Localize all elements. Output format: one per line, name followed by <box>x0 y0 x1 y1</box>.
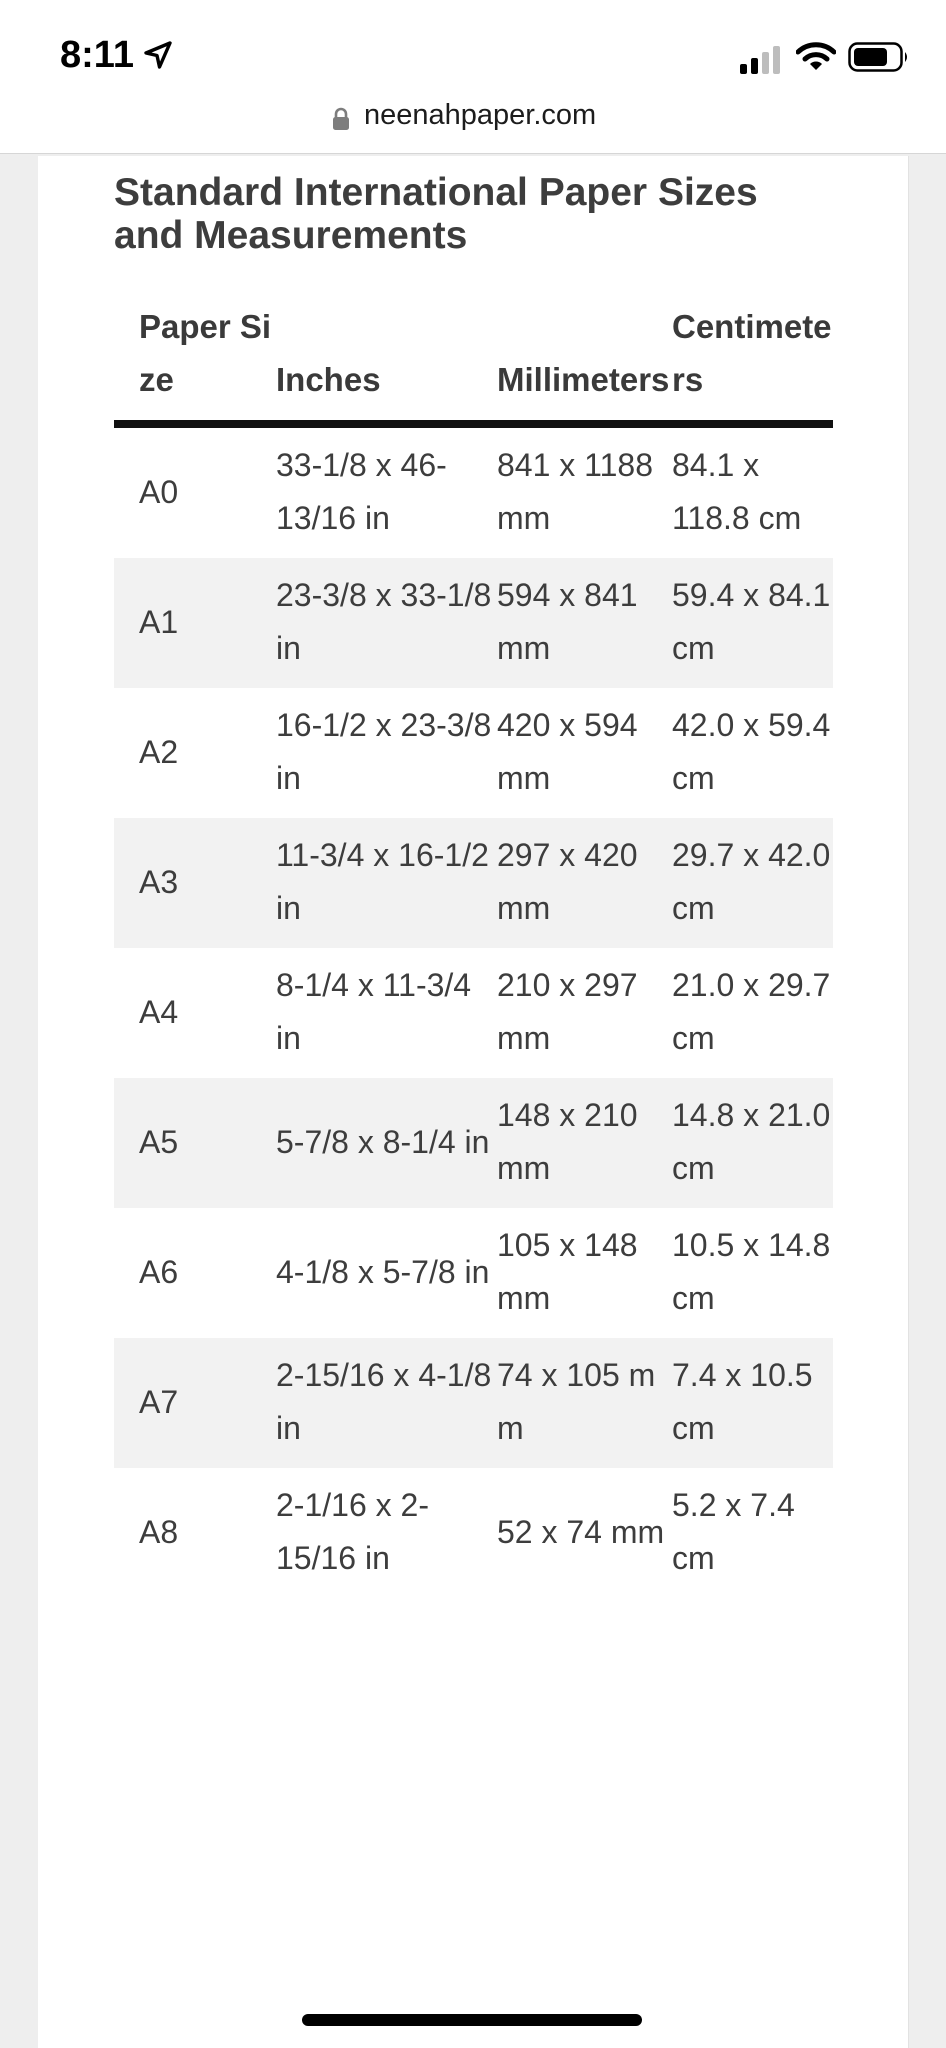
header-inches: Inches <box>276 290 497 424</box>
cell-centimeters: 10.5 x 14.8 cm <box>672 1227 831 1316</box>
page-content <box>38 156 909 2048</box>
cell-millimeters: 297 x 420 mm <box>497 818 672 948</box>
table-header-row <box>114 290 833 424</box>
cell-size: A4 <box>139 993 179 1030</box>
cell-centimeters: 29.7 x 42.0 cm <box>672 818 833 948</box>
status-bar <box>0 0 946 100</box>
status-time: 8:11 <box>60 34 134 76</box>
header-paper-size: Paper Size <box>114 290 276 424</box>
cell-size: A2 <box>139 733 179 770</box>
cell-inches: 2-15/16 x 4-1/8 in <box>276 1338 497 1468</box>
cell-inches: 33-1/8 x 46-13/16 in <box>276 447 447 536</box>
table-row <box>114 818 833 948</box>
url-bar[interactable] <box>0 95 946 154</box>
cell-inches: 5-7/8 x 8-1/4 in <box>276 1078 497 1208</box>
page-title: Standard International Paper Sizes and Measurements <box>114 171 758 257</box>
cellular-signal-icon <box>740 46 786 74</box>
cell-millimeters: 210 x 297 mm <box>497 967 638 1056</box>
wifi-icon <box>796 42 836 72</box>
table-row <box>114 1468 833 1598</box>
cell-millimeters: 594 x 841 mm <box>497 558 672 688</box>
battery-icon <box>848 42 910 72</box>
cell-centimeters: 14.8 x 21.0 cm <box>672 1078 833 1208</box>
cell-centimeters: 84.1 x 118.8 cm <box>672 447 802 536</box>
cell-inches: 23-3/8 x 33-1/8 in <box>276 558 497 688</box>
cell-size: A8 <box>139 1513 179 1550</box>
table-row <box>114 1208 833 1338</box>
cell-inches: 8-1/4 x 11-3/4 in <box>276 967 472 1056</box>
cell-size: A5 <box>114 1078 276 1208</box>
cell-size: A6 <box>139 1253 179 1290</box>
cell-size: A0 <box>139 473 179 510</box>
header-millimeters: Millimeters <box>497 290 672 424</box>
cell-millimeters: 841 x 1188 mm <box>497 447 653 536</box>
cell-millimeters: 52 x 74 mm <box>497 1513 665 1550</box>
paper-sizes-table <box>114 290 833 1598</box>
cell-millimeters: 105 x 148 mm <box>497 1227 638 1316</box>
cell-centimeters: 7.4 x 10.5 cm <box>672 1338 833 1468</box>
cell-inches: 11-3/4 x 16-1/2 in <box>276 818 497 948</box>
cell-centimeters: 59.4 x 84.1 cm <box>672 558 833 688</box>
lock-icon <box>332 107 350 131</box>
table-row <box>114 688 833 818</box>
cell-inches: 2-1/16 x 2-15/16 in <box>276 1487 429 1576</box>
cell-centimeters: 21.0 x 29.7 cm <box>672 967 831 1056</box>
cell-inches: 16-1/2 x 23-3/8 in <box>276 707 492 796</box>
cell-millimeters: 420 x 594 mm <box>497 707 638 796</box>
table-row <box>114 948 833 1078</box>
table-row <box>114 424 833 558</box>
cell-centimeters: 5.2 x 7.4 cm <box>672 1487 795 1576</box>
url-text[interactable]: neenahpaper.com <box>364 99 597 131</box>
header-centimeters: Centimeters <box>672 290 833 424</box>
table-row <box>114 1078 833 1208</box>
cell-size: A7 <box>114 1338 276 1468</box>
cell-size: A3 <box>114 818 276 948</box>
cell-inches: 4-1/8 x 5-7/8 in <box>276 1253 490 1290</box>
cell-centimeters: 42.0 x 59.4 cm <box>672 707 831 796</box>
table-row <box>114 1338 833 1468</box>
home-indicator[interactable] <box>302 2014 642 2026</box>
cell-size: A1 <box>114 558 276 688</box>
location-arrow-icon <box>143 40 173 70</box>
table-row <box>114 558 833 688</box>
cell-millimeters: 148 x 210 mm <box>497 1078 672 1208</box>
cell-millimeters: 74 x 105 mm <box>497 1338 672 1468</box>
